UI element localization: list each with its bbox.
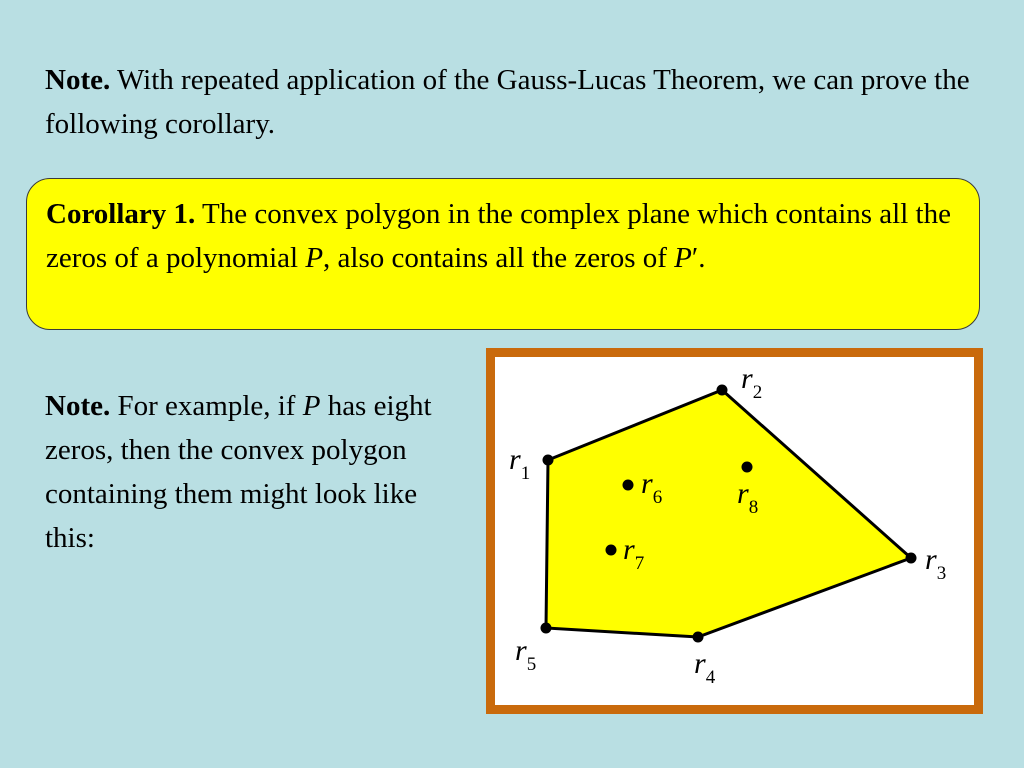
root-point-r1 bbox=[543, 455, 554, 466]
polynomial-symbol: P bbox=[305, 242, 324, 274]
root-point-r7 bbox=[606, 545, 617, 556]
root-label-r2: r2 bbox=[741, 362, 763, 403]
root-point-r4 bbox=[693, 632, 704, 643]
root-label-r6: r6 bbox=[641, 467, 663, 508]
note-example-lead: Note. bbox=[45, 390, 111, 422]
convex-hull-polygon bbox=[546, 390, 911, 637]
root-point-r8 bbox=[742, 462, 753, 473]
note-example-symbol: P bbox=[302, 390, 321, 422]
note-example bbox=[45, 384, 435, 560]
corollary-text-before: The convex polygon in the complex plane which contains all the zeros of a polynomial bbox=[46, 198, 951, 274]
note-intro-lead: Note. bbox=[45, 64, 111, 96]
prime-mark: ′ bbox=[691, 242, 699, 274]
note-example-text-after: has eight zeros, then the convex polygon containing them might look like this: bbox=[45, 390, 432, 554]
convex-polygon-figure bbox=[486, 348, 983, 714]
corollary-lead: Corollary 1. bbox=[46, 198, 196, 230]
note-example-text-before: For example, if bbox=[110, 390, 303, 422]
root-point-r3 bbox=[906, 553, 917, 564]
root-label-r1: r1 bbox=[509, 443, 531, 484]
corollary-text-middle: , also contains all the zeros of bbox=[323, 242, 675, 274]
corollary-text-end: . bbox=[698, 242, 706, 274]
polygon-diagram bbox=[495, 357, 974, 705]
root-label-r8: r8 bbox=[737, 477, 759, 518]
root-label-r4: r4 bbox=[694, 647, 716, 688]
root-point-r2 bbox=[717, 385, 728, 396]
root-point-r6 bbox=[623, 480, 634, 491]
note-intro-text: With repeated application of the Gauss-Lucas Theorem, we can prove the following corollary. bbox=[45, 64, 970, 140]
root-label-r3: r3 bbox=[925, 543, 947, 584]
root-label-r7: r7 bbox=[623, 533, 645, 574]
root-label-r5: r5 bbox=[515, 634, 537, 675]
root-point-r5 bbox=[541, 623, 552, 634]
derivative-symbol: P bbox=[674, 242, 692, 274]
note-intro bbox=[45, 58, 985, 146]
corollary-box bbox=[26, 178, 980, 330]
